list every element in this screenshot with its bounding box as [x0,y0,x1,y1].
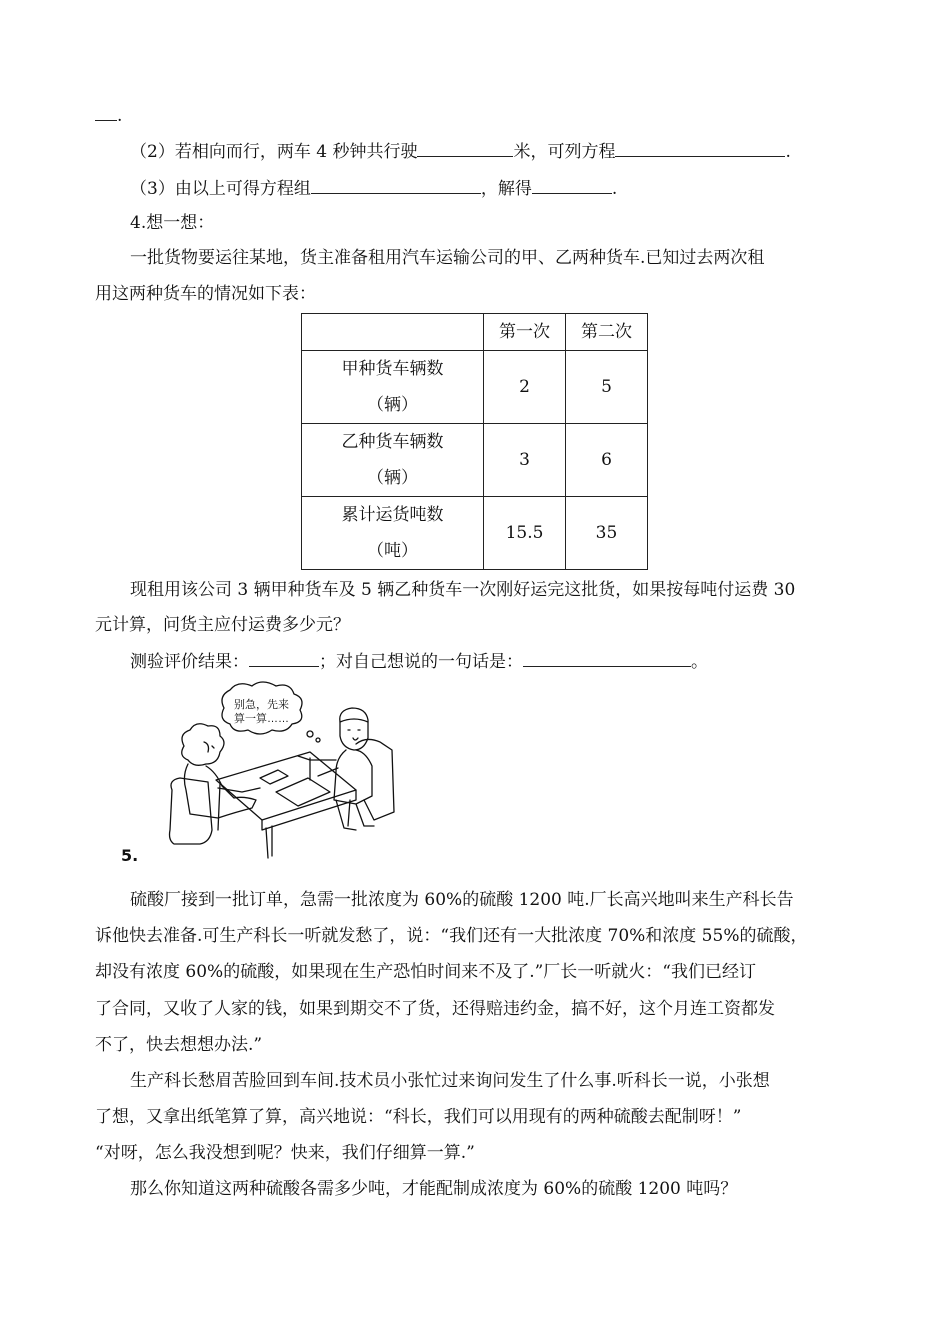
evaluation-line: 测验评价结果： ；对自己想说的一句话是： 。 [130,648,708,674]
evaluation-blank[interactable] [249,648,319,667]
table-cell: 2 [484,351,566,424]
q5-number: 5. [121,846,139,865]
table-header-cell [302,314,484,351]
q4-heading: 4.想一想： [130,213,215,233]
prev-line: . [95,102,122,128]
solution-blank[interactable] [532,175,612,194]
system-blank[interactable] [311,175,481,194]
q5-line: 那么你知道这两种硫酸各需多少吨，才能配制成浓度为 60%的硫酸 1200 吨吗？ [130,1179,738,1199]
table-cell: 15.5 [484,497,566,570]
q4-para1: 一批货物要运往某地，货主准备租用汽车运输公司的甲、乙两种货车.已知过去两次租 [130,248,765,268]
q5-line: “对呀，怎么我没想到呢？快来，我们仔细算一算.” [95,1143,475,1163]
q5-line: 硫酸厂接到一批订单，急需一批浓度为 60%的硫酸 1200 吨.厂长高兴地叫来生产科长告 [130,890,794,910]
table-cell: 35 [566,497,648,570]
q4-para2: 用这两种货车的情况如下表： [95,284,316,304]
distance-blank[interactable] [417,138,513,157]
table-cell: 5 [566,351,648,424]
bubble-text-2: 算一算…… [234,713,289,725]
table-row [302,424,648,497]
paper [260,770,288,784]
q5-line: 却没有浓度 60%的硫酸，如果现在生产恐怕时间来不及了.”厂长一听就火：“我们已经订 [95,962,756,982]
q5-line: 生产科长愁眉苦脸回到车间.技术员小张忙过来询问发生了什么事.听科长一说，小张想 [130,1071,770,1091]
q3-part2: （2）若相向而行，两车 4 秒钟共行驶 米，可列方程 . [130,138,791,164]
table-row-label: 累计运货吨数 （吨） [302,497,484,570]
woman-chair [170,778,213,844]
table-header-row [302,314,648,351]
table-cell: 6 [566,424,648,497]
bubble-text-1: 别急，先来 [234,699,289,711]
paper [276,778,330,806]
bubble-dot [307,731,313,737]
table-header-cell: 第二次 [566,314,648,351]
q5-line: 了合同，又收了人家的钱，如果到期交不了货，还得赔违约金，搞不好，这个月连工资都发 [95,999,775,1019]
q4-para3: 现租用该公司 3 辆甲种货车及 5 辆乙种货车一次刚好运完这批货，如果按每吨付运费 30 [130,580,796,600]
table-row [302,497,648,570]
q3-part3: （3）由以上可得方程组 ，解得 . [130,175,617,201]
table-header-cell: 第一次 [484,314,566,351]
equation-blank[interactable] [615,138,785,157]
table-row [302,351,648,424]
cartoon-illustration [160,680,410,862]
q5-line: 不了，快去想想办法.” [95,1035,263,1055]
table-row-label: 甲种货车辆数 （辆） [302,351,484,424]
rental-table [301,313,648,570]
q4-para4: 元计算，问货主应付运费多少元？ [95,615,350,635]
answer-blank[interactable] [95,102,117,121]
bubble-dot [316,738,320,742]
man-chair [356,739,394,820]
man-head [340,708,368,750]
woman-head [182,724,224,766]
q5-line: 诉他快去准备.可生产科长一听就发愁了，说：“我们还有一大批浓度 70%和浓度 55%的硫酸， [95,926,808,946]
q5-line: 了想，又拿出纸笔算了算，高兴地说：“科长，我们可以用现有的两种硫酸去配制呀！” [95,1107,742,1127]
table-row-label: 乙种货车辆数 （辆） [302,424,484,497]
self-comment-blank[interactable] [523,648,691,667]
table-cell: 3 [484,424,566,497]
